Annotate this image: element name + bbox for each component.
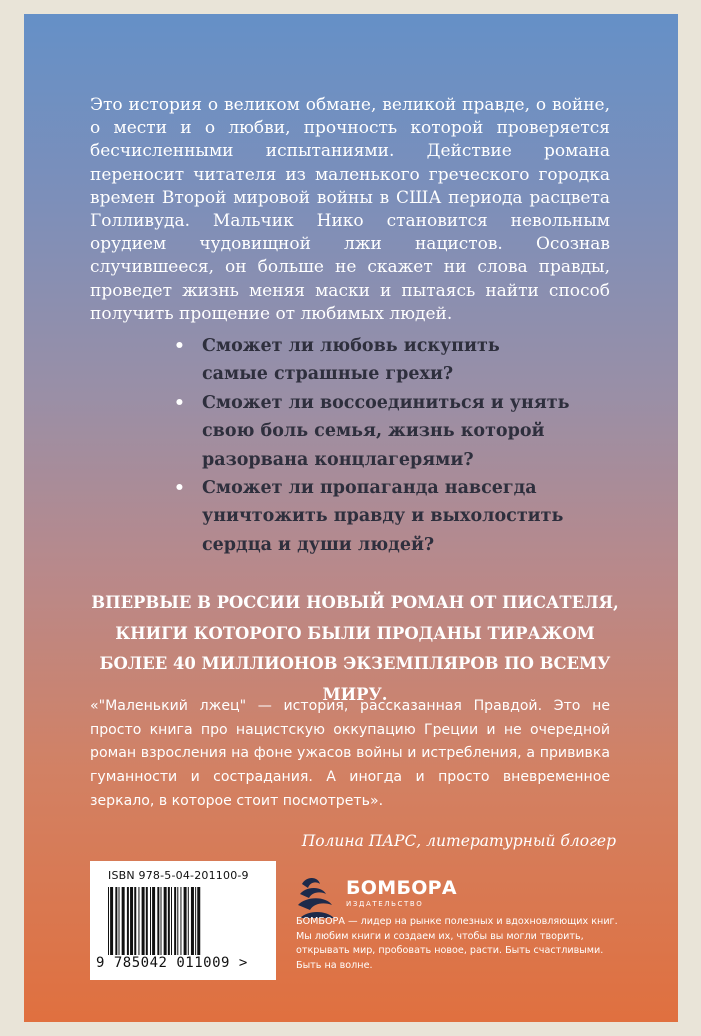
question-item: [172, 474, 602, 559]
bullet-icon: •: [174, 478, 185, 499]
publisher-logo-subtitle: ИЗДАТЕЛЬСТВО: [346, 900, 424, 908]
barcode: [90, 861, 276, 980]
isbn-label: ISBN 978-5-04-201100-9: [108, 869, 249, 882]
question-text: Сможет ли воссоединиться и унять свою боль семья, жизнь которой разорвана концлагерями?: [202, 392, 570, 470]
question-list: [172, 332, 602, 559]
book-description: Это история о великом обмане, великой правде, о войне, о мести и о любви, прочность которой проверяется бесчисленными испытаниями. Действие романа переносит читателя из маленького греческого городка времен Второй мировой войны в США периода расцвета Голливуда. Мальчик Нико становится невольным орудием чудовищной лжи нацистов. Осознав случившееся, он больше не скажет ни слова правды, проведет жизнь меняя маски и пытаясь найти способ получить прощение от любимых людей.: [90, 95, 610, 324]
bullet-icon: •: [174, 392, 185, 413]
question-item: [172, 332, 602, 389]
publisher-logo-name: БОМБОРА: [346, 877, 457, 899]
publisher-tagline: БОМБОРА — лидер на рынке полезных и вдохновляющих книг. Мы любим книги и создаем их, чтобы вы могли творить, открывать мир, пробовать новое, расти. Быть счастливыми. Быть на волне.: [296, 916, 618, 971]
review-quote: «"Маленький лжец" — история, рассказанная Правдой. Это не просто книга про нацистскую оккупацию Греции и не очередной роман взросления на фоне ужасов войны и истребления, а прививка гуманности и сострадания. А иногда и просто вневременное зеркало, в которое стоит посмотреть».: [90, 698, 610, 809]
barcode-bars: [108, 887, 258, 955]
bullet-icon: •: [174, 336, 185, 356]
barcode-digits: 9 785042 011009 >: [96, 955, 248, 971]
back-cover: [24, 14, 678, 1022]
sales-announcement: ВПЕРВЫЕ В РОССИИ НОВЫЙ РОМАН ОТ ПИСАТЕЛЯ, КНИГИ КОТОРОГО БЫЛИ ПРОДАНЫ ТИРАЖОМ БОЛЕЕ 40 МИЛЛИОНОВ ЭКЗЕМПЛЯРОВ ПО ВСЕМУ МИРУ.: [91, 593, 619, 704]
review-attribution: Полина ПАРС, литературный блогер: [301, 832, 616, 850]
question-text: Сможет ли пропаганда навсегда уничтожить правду и выхолостить сердца и души людей?: [202, 478, 564, 555]
question-item: [172, 389, 602, 474]
question-text: Сможет ли любовь искупить самые страшные грехи?: [202, 336, 500, 385]
